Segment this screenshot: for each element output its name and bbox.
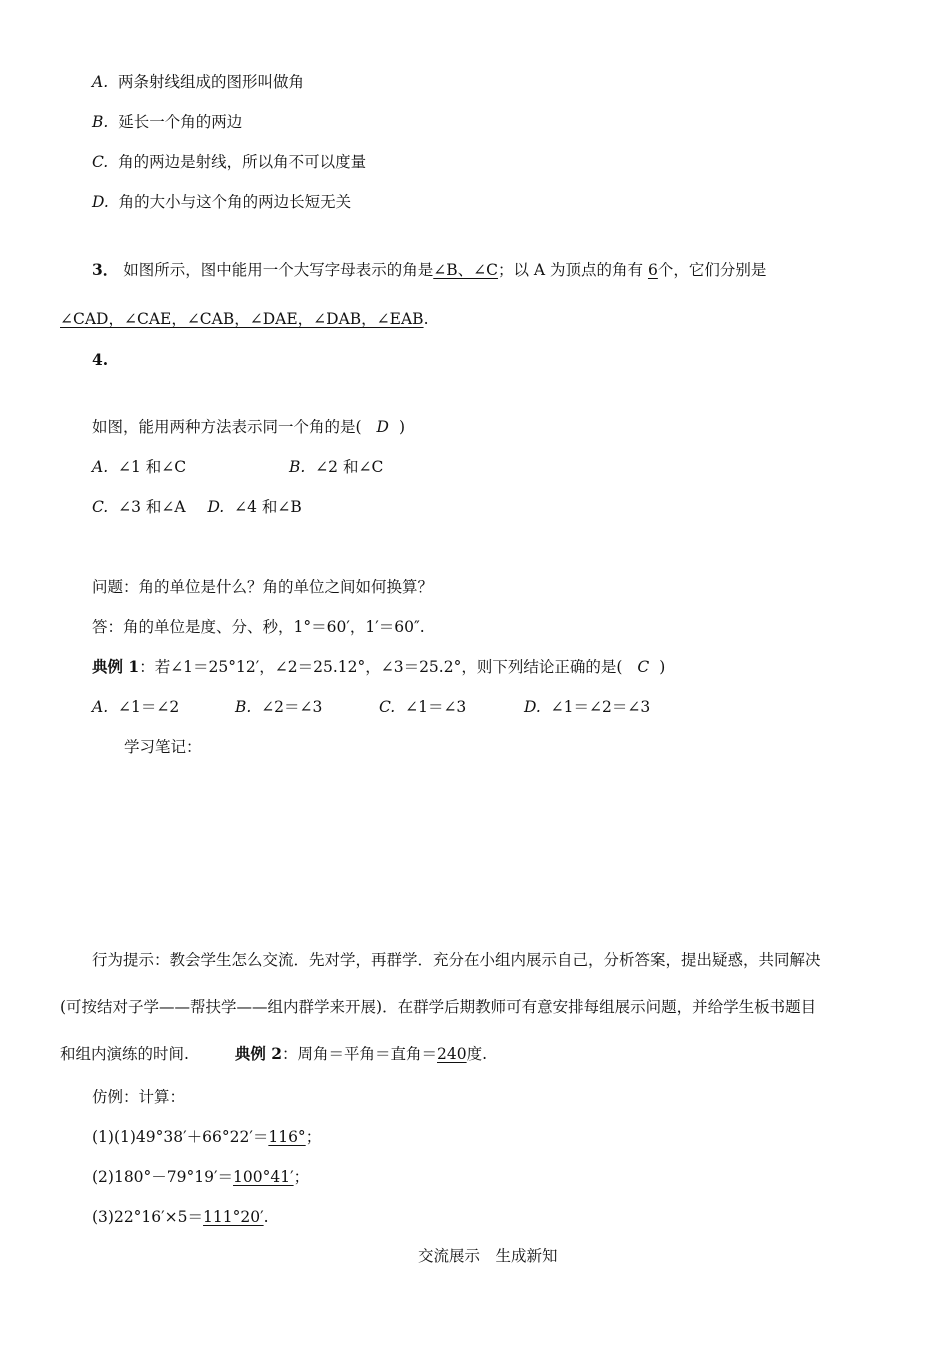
- option-c-q2: C. 角的两边是射线，所以角不可以度量: [92, 153, 367, 171]
- behavior-hint-line-3: 和组内演练的时间. 典例 2：周角＝平角＝直角＝240度.: [60, 1044, 488, 1063]
- option-d-q2: D. 角的大小与这个角的两边长短无关: [92, 193, 352, 211]
- question-4-stem: 如图，能用两种方法表示同一个角的是( D ): [92, 418, 405, 436]
- behavior-hint-line-2: (可按结对子学——帮扶学——组内群学来开展)．在群学后期教师可有意安排每组展示问题，并给学生板书题目: [60, 998, 817, 1016]
- option-b-q2: B. 延长一个角的两边: [92, 113, 243, 131]
- question-4-number: 4.: [92, 350, 109, 369]
- answer-blank: 111°20′: [203, 1208, 264, 1226]
- answer-choice: D: [376, 418, 389, 436]
- answer-blank: 240: [437, 1045, 467, 1063]
- question-4-options-row-1: A. ∠1 和∠C: [92, 458, 187, 476]
- section-heading: 交流展示 生成新知: [418, 1247, 558, 1265]
- example-1-option-b: B. ∠2＝∠3: [235, 698, 323, 716]
- answer-choice: C: [637, 658, 650, 676]
- example-1-option-c: C. ∠1＝∠3: [379, 698, 467, 716]
- question-3-line-1: 3． 如图所示，图中能用一个大写字母表示的角是∠B、∠C；以 A 为顶点的角有 6个，它们分别是: [92, 260, 767, 279]
- behavior-hint-line-1: 行为提示：教会学生怎么交流．先对学，再群学．充分在小组内展示自己，分析答案，提出疑惑，共同解决: [92, 951, 821, 969]
- unit-question: 问题：角的单位是什么？角的单位之间如何换算？: [92, 578, 434, 596]
- question-4-options-row-2: C. ∠3 和∠A D. ∠4 和∠B: [92, 498, 302, 516]
- question-4-option-b: B. ∠2 和∠C: [289, 458, 384, 476]
- answer-blank: 116°: [268, 1128, 306, 1146]
- answer-blank: ∠B、∠C: [433, 261, 498, 279]
- answer-blank: 6: [647, 261, 658, 279]
- question-3-line-2: ∠CAD，∠CAE，∠CAB，∠DAE，∠DAB，∠EAB.: [60, 310, 429, 328]
- practice-title: 仿例：计算：: [92, 1088, 186, 1106]
- example-1-option-a: A. ∠1＝∠2: [92, 698, 180, 716]
- answer-blank: ∠CAD，∠CAE，∠CAB，∠DAE，∠DAB，∠EAB: [60, 310, 424, 328]
- practice-item-1: (1)(1)49°38′＋66°22′＝116°；: [92, 1128, 322, 1146]
- answer-blank: 100°41′: [233, 1168, 294, 1186]
- example-1-stem: 典例 1：若∠1＝25°12′，∠2＝25.12°，∠3＝25.2°，则下列结论正确的是( C ): [92, 657, 666, 676]
- unit-answer: 答：角的单位是度、分、秒，1°＝60′，1′＝60″.: [92, 618, 425, 636]
- practice-item-3: (3)22°16′×5＝111°20′.: [92, 1208, 269, 1226]
- option-a-q2: A. 两条射线组成的图形叫做角: [92, 73, 304, 91]
- example-1-option-d: D. ∠1＝∠2＝∠3: [524, 698, 651, 716]
- practice-item-2: (2)180°－79°19′＝100°41′；: [92, 1168, 310, 1186]
- study-notes-label: 学习笔记：: [124, 738, 202, 756]
